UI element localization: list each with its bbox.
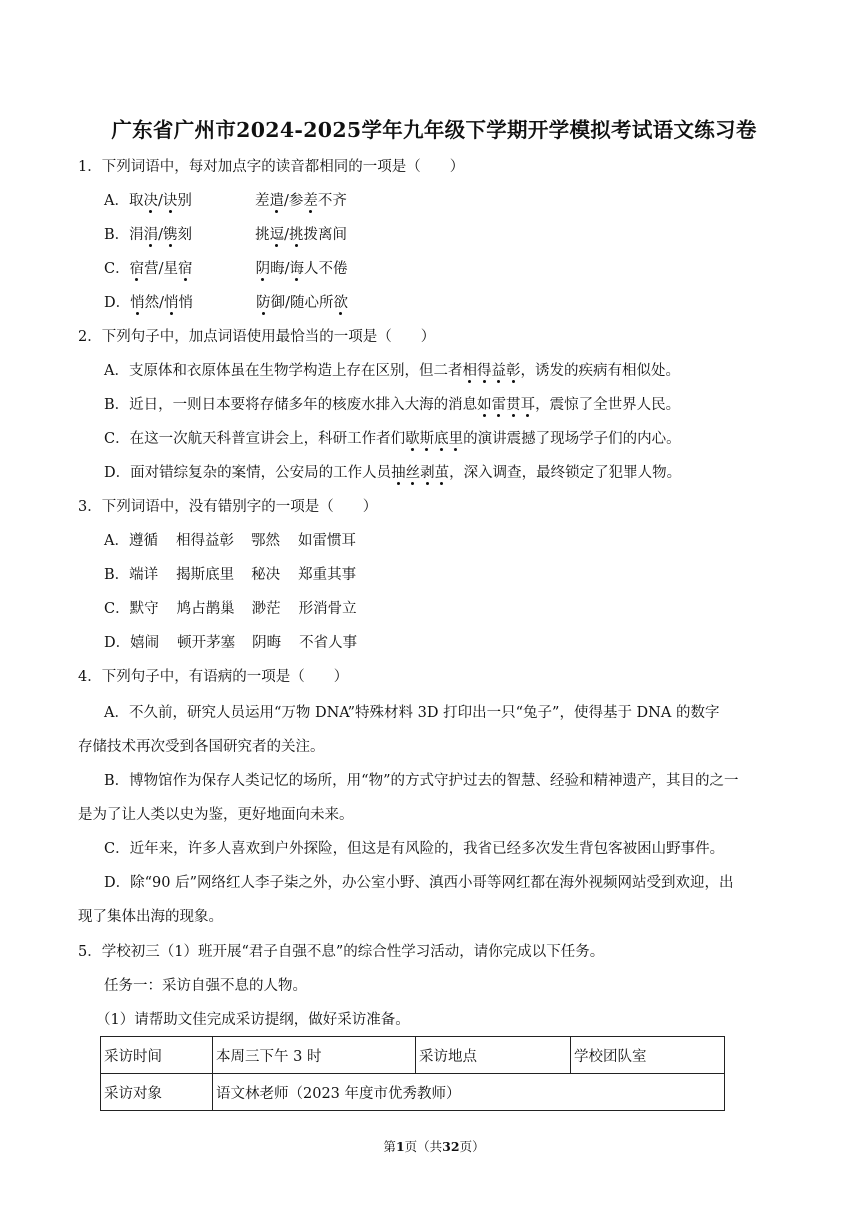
dotted-char: 悄 bbox=[164, 295, 179, 311]
dotted-phrase bbox=[477, 397, 535, 413]
table-cell: 本周三下午 3 时 bbox=[213, 1037, 416, 1074]
option-text: 挑 bbox=[255, 227, 270, 243]
dotted-char: 悄 bbox=[130, 295, 145, 311]
option-label: A． bbox=[104, 533, 129, 549]
question-2-option bbox=[104, 429, 681, 449]
dotted-char: 抽 bbox=[391, 465, 406, 481]
option-label: A． bbox=[104, 193, 129, 209]
option-text: 刻 bbox=[177, 227, 193, 243]
dotted-char: 贯 bbox=[506, 397, 521, 413]
word-pair-2 bbox=[256, 261, 348, 277]
question-1-option bbox=[104, 293, 348, 313]
question-1-option bbox=[104, 225, 347, 245]
table-cell: 语文林老师（2023 年度市优秀教师） bbox=[213, 1074, 725, 1111]
dotted-char: 相 bbox=[462, 363, 477, 379]
option-label: D． bbox=[104, 465, 131, 481]
option-word: 阴晦 bbox=[252, 635, 282, 651]
option-text: /参 bbox=[283, 193, 304, 209]
dotted-char: 底 bbox=[434, 431, 449, 447]
dotted-char: 挑 bbox=[289, 227, 304, 243]
word-pair-2 bbox=[255, 193, 347, 209]
option-word: 嬉闹 bbox=[130, 635, 160, 651]
option-word: 不省人事 bbox=[299, 635, 358, 651]
dotted-char: 如 bbox=[477, 397, 492, 413]
dotted-phrase bbox=[405, 431, 463, 447]
word-pair-1 bbox=[130, 293, 256, 313]
current-page-number: 1 bbox=[395, 1139, 405, 1154]
option-text: 人不倦 bbox=[304, 261, 348, 277]
option-word: 秘决 bbox=[251, 567, 281, 583]
dotted-char: 雷 bbox=[491, 397, 507, 413]
option-text: 面对错综复杂的案情，公安局的工作人员 bbox=[130, 465, 392, 481]
option-word: 郑重其事 bbox=[298, 567, 357, 583]
page-title: 广东省广州市2024-2025学年九年级下学期开学模拟考试语文练习卷 bbox=[111, 118, 757, 142]
subtask-1: （1）请帮助文佳完成采访提纲，做好采访准备。 bbox=[96, 1012, 410, 1028]
option-word: 顿开茅塞 bbox=[177, 635, 236, 651]
dotted-char: 丝 bbox=[405, 465, 421, 481]
word-pair-1 bbox=[129, 191, 255, 211]
dotted-char: 剥 bbox=[420, 465, 435, 481]
option-label: C． bbox=[104, 601, 130, 617]
dotted-char: 歇 bbox=[405, 431, 420, 447]
table-row bbox=[101, 1037, 725, 1074]
question-3-option bbox=[104, 531, 378, 551]
option-word: 如雷惯耳 bbox=[297, 533, 356, 549]
dotted-phrase bbox=[462, 363, 520, 379]
question-4-option-a-line2: 存储技术再次受到各国研究者的关注。 bbox=[78, 739, 325, 755]
dotted-char: 镌 bbox=[163, 227, 178, 243]
question-3-stem: 3．下列词语中，没有错别字的一项是（ ） bbox=[78, 499, 378, 515]
word-pair-2 bbox=[255, 227, 347, 243]
dotted-char: 欲 bbox=[333, 295, 349, 311]
option-text: 的演讲震撼了现场学子们的内心。 bbox=[463, 431, 681, 447]
dotted-char: 诲 bbox=[289, 261, 304, 277]
dotted-char: 得 bbox=[476, 363, 492, 379]
question-2-option bbox=[104, 395, 680, 415]
page-footer bbox=[0, 1137, 868, 1155]
option-text: 营/星 bbox=[144, 261, 178, 277]
dotted-char: 遣 bbox=[269, 193, 284, 209]
option-text: 取 bbox=[128, 193, 144, 209]
option-word: 鄂然 bbox=[250, 533, 280, 549]
table-cell: 采访地点 bbox=[416, 1037, 571, 1074]
dotted-char: 差 bbox=[303, 193, 318, 209]
option-label: C． bbox=[104, 431, 130, 447]
question-3-option bbox=[104, 565, 378, 585]
question-2-option bbox=[104, 361, 680, 381]
option-label: A． bbox=[104, 363, 129, 379]
option-label: C． bbox=[104, 261, 130, 277]
option-text: / bbox=[284, 227, 290, 243]
option-text: 支原体和衣原体虽在生物学构造上存在区别，但二者 bbox=[128, 363, 463, 379]
table-row bbox=[101, 1074, 725, 1111]
dotted-char: 阴 bbox=[255, 261, 271, 277]
question-3-option bbox=[104, 599, 379, 619]
word-pair-2 bbox=[256, 295, 348, 311]
question-1-stem: 1．下列词语中，每对加点字的读音都相同的一项是（ ） bbox=[78, 159, 465, 175]
option-text: 涓 bbox=[129, 227, 144, 243]
word-pair-1 bbox=[129, 225, 255, 245]
option-word: 渺茫 bbox=[251, 601, 281, 617]
option-text: 晦/ bbox=[270, 261, 290, 277]
option-text: 悄 bbox=[178, 295, 194, 311]
dotted-char: 宿 bbox=[129, 261, 145, 277]
option-text: / bbox=[157, 193, 163, 209]
task-one: 任务一：采访自强不息的人物。 bbox=[104, 978, 307, 994]
option-text: 不齐 bbox=[317, 193, 347, 209]
question-4-option-b-line1: B．博物馆作为保存人类记忆的场所，用“物”的方式守护过去的智慧、经验和精神遗产，其目的之一 bbox=[104, 773, 739, 789]
question-4-option-a-line1: A．不久前，研究人员运用“万物 DNA”特殊材料 3D 打印出一只“兔子”，使得基于 DNA 的数字 bbox=[104, 705, 720, 721]
option-text: 御/随心所 bbox=[270, 295, 334, 311]
dotted-char: 益 bbox=[491, 363, 506, 379]
option-text: 拨离间 bbox=[303, 227, 348, 243]
word-pair-1 bbox=[130, 259, 256, 279]
dotted-char: 决 bbox=[143, 193, 158, 209]
question-4-option-b-line2: 是为了让人类以史为鉴，更好地面向未来。 bbox=[78, 807, 354, 823]
table-cell: 采访时间 bbox=[101, 1037, 213, 1074]
option-label: B． bbox=[104, 567, 130, 583]
option-text: ，深入调查，最终锁定了犯罪人物。 bbox=[449, 465, 682, 481]
table-cell: 学校团队室 bbox=[571, 1037, 725, 1074]
dotted-char: 防 bbox=[256, 295, 271, 311]
question-4-option-d-line1: D．除“90 后”网络红人李子柒之外，办公室小野、滇西小哥等网红都在海外视频网站受到欢迎，出 bbox=[104, 875, 734, 891]
dotted-char: 诀 bbox=[162, 193, 178, 209]
question-1-option bbox=[104, 191, 347, 211]
option-label: B． bbox=[104, 397, 130, 413]
option-word: 默守 bbox=[129, 601, 159, 617]
dotted-char: 宿 bbox=[178, 261, 193, 277]
option-word: 鸠占鹊巢 bbox=[176, 601, 235, 617]
option-word: 遵循 bbox=[128, 533, 158, 549]
footer-prefix: 第 bbox=[383, 1139, 396, 1154]
dotted-char: 耳 bbox=[520, 397, 536, 413]
dotted-char: 里 bbox=[448, 431, 464, 447]
option-text: 近日，一则日本要将存储多年的核废水排入大海的消息 bbox=[129, 397, 478, 413]
dotted-char: 涓 bbox=[143, 227, 159, 243]
dotted-char: 茧 bbox=[434, 465, 450, 481]
dotted-phrase bbox=[391, 465, 449, 481]
footer-mid: 页（共 bbox=[404, 1139, 443, 1154]
interview-outline-table bbox=[100, 1036, 725, 1111]
option-text: 差 bbox=[254, 193, 270, 209]
option-text: 然/ bbox=[144, 295, 165, 311]
option-text: 在这一次航天科普宣讲会上，科研工作者们 bbox=[129, 431, 406, 447]
option-word: 揭斯底里 bbox=[176, 567, 235, 583]
question-2-stem: 2．下列句子中，加点词语使用最恰当的一项是（ ） bbox=[78, 329, 436, 345]
option-word: 相得益彰 bbox=[175, 533, 234, 549]
question-4-stem: 4．下列句子中，有语病的一项是（ ） bbox=[78, 669, 349, 685]
footer-suffix: 页） bbox=[459, 1139, 485, 1154]
question-3-option bbox=[104, 633, 379, 653]
question-1-option bbox=[104, 259, 348, 279]
option-label: D． bbox=[104, 295, 131, 311]
total-pages: 32 bbox=[442, 1139, 460, 1154]
option-text: ，震惊了全世界人民。 bbox=[535, 397, 681, 413]
option-text: ，诱发的疾病有相似处。 bbox=[520, 363, 680, 379]
question-4-option-c: C．近年来，许多人喜欢到户外探险，但这是有风险的，我省已经多次发生背包客被困山野事件。 bbox=[104, 841, 725, 857]
option-label: D． bbox=[104, 635, 131, 651]
option-label: B． bbox=[104, 227, 130, 243]
question-4-option-d-line2: 现了集体出海的现象。 bbox=[78, 909, 223, 925]
option-text: / bbox=[158, 227, 164, 243]
dotted-char: 彰 bbox=[505, 363, 521, 379]
dotted-char: 斯 bbox=[419, 431, 435, 447]
option-word: 端详 bbox=[129, 567, 159, 583]
question-2-option bbox=[104, 463, 681, 483]
table-cell: 采访对象 bbox=[101, 1074, 213, 1111]
dotted-char: 逗 bbox=[269, 227, 285, 243]
option-text: 别 bbox=[177, 193, 192, 209]
question-5-stem: 5．学校初三（1）班开展“君子自强不息”的综合性学习活动，请你完成以下任务。 bbox=[78, 944, 605, 960]
option-word: 形消骨立 bbox=[298, 601, 357, 617]
